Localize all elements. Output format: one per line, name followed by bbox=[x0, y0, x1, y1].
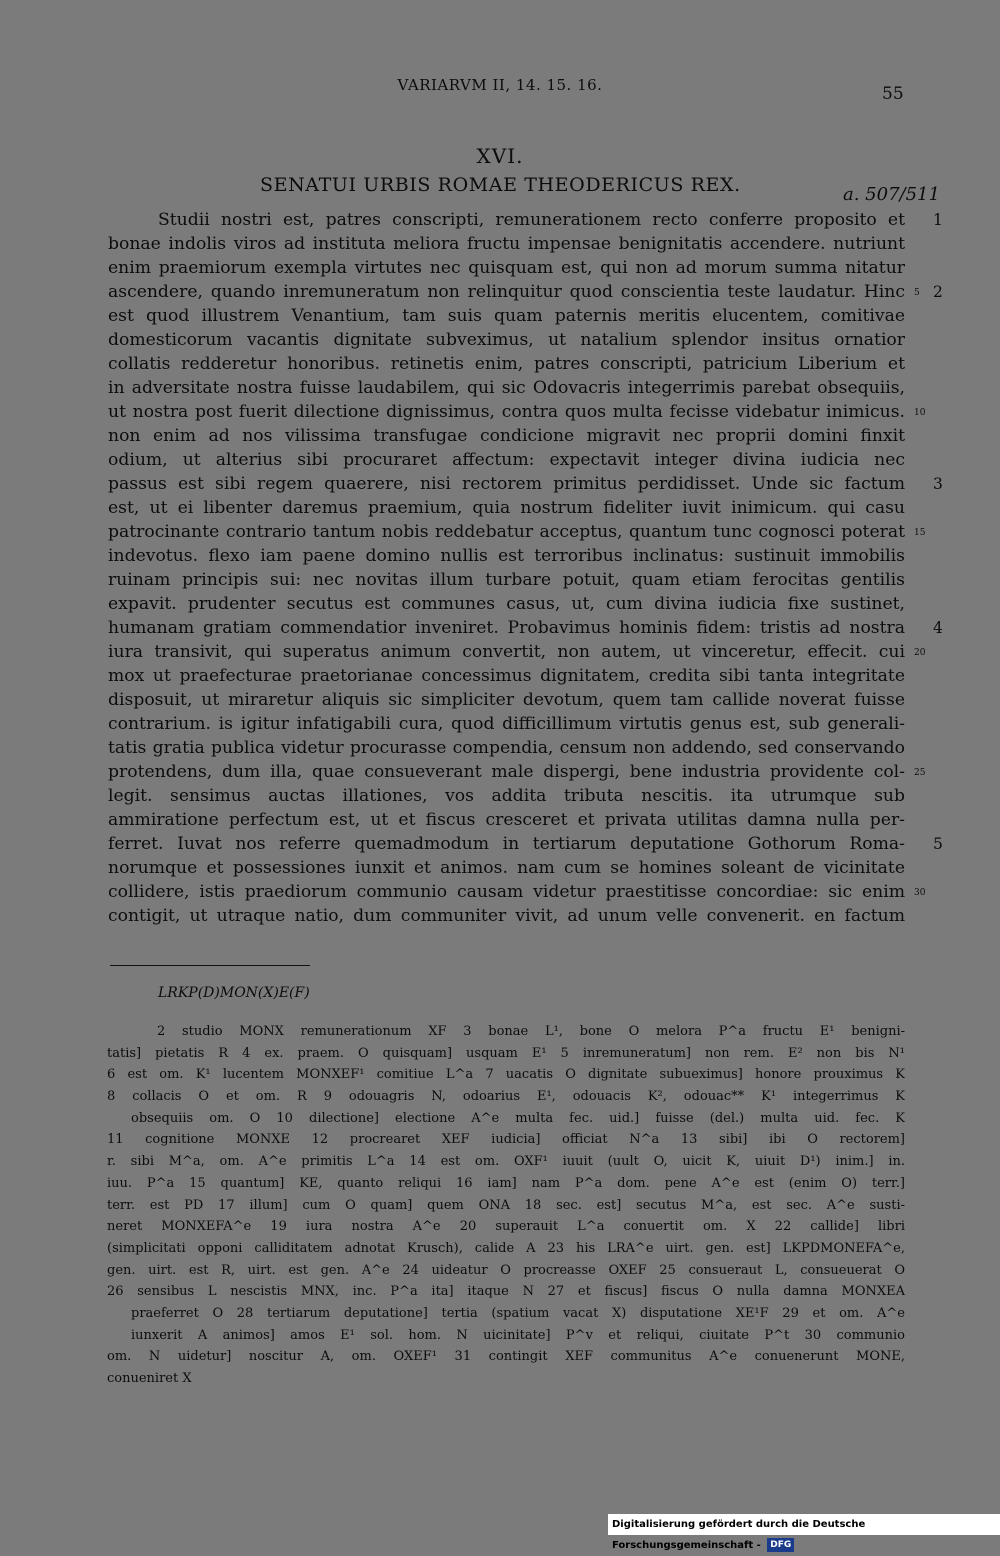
main-text bbox=[108, 208, 905, 928]
text-line: in adversitate nostra fuisse laudabilem, qui sic Odovacris integerrimis parebat obsequiis, bbox=[108, 378, 905, 398]
text-line: ferret. Iuvat nos referre quemadmodum in tertiarum deputatione Gothorum Roma- bbox=[108, 834, 905, 854]
note-line: 6 est om. K¹ lucentem MONXEF¹ comitiue L^a 7 uacatis O dignitate subueximus] honore prouximus K bbox=[107, 1067, 905, 1083]
manuscript-sigla: LRKP(D)MON(X)E(F) bbox=[158, 985, 310, 1001]
text-line: ut nostra post fuerit dilectione dignissimus, contra quos multa fecisse videbatur inimicus. bbox=[108, 402, 905, 422]
text-line: tatis gratia publica videtur procurasse compendia, censum non addendo, sed conservando bbox=[108, 738, 905, 758]
note-line: r. sibi M^a, om. A^e primitis L^a 14 est om. OXF¹ iuuit (uult O, uicit K, uiuit D¹) inim.] in. bbox=[107, 1154, 905, 1170]
text-line: passus est sibi regem quaerere, nisi rectorem primitus perdidisset. Unde sic factum bbox=[108, 474, 905, 494]
separator-rule bbox=[110, 965, 310, 966]
note-line: 8 collacis O et om. R 9 odouagris N, odoarius E¹, odouacis K², odouac** K¹ integerrimus K bbox=[107, 1089, 905, 1105]
critical-apparatus bbox=[107, 1021, 905, 1390]
running-header: VARIARVM II, 14. 15. 16. bbox=[397, 76, 603, 94]
text-line: non enim ad nos vilissima transfugae condicione migravit nec proprii domini finxit bbox=[108, 426, 905, 446]
text-line: ammiratione perfectum est, ut et fiscus cresceret et privata utilitas damna nulla per- bbox=[108, 810, 905, 830]
note-line: iunxerit A animos] amos E¹ sol. hom. N uicinitate] P^v et reliqui, ciuitate P^t 30 communio bbox=[131, 1327, 905, 1343]
note-line: praeferret O 28 tertiarum deputatione] tertia (spatium vacat X) disputatione XE¹F 29 et om. A^e bbox=[131, 1305, 905, 1321]
text-line: collidere, istis praediorum communio causam videtur praestitisse concordiae: sic enim bbox=[108, 882, 905, 902]
text-line: odium, ut alterius sibi procuraret affectum: expectavit integer divina iudicia nec bbox=[108, 450, 905, 470]
text-line: ascendere, quando inremuneratum non relinquitur quod conscientia teste laudatur. Hinc bbox=[108, 282, 905, 302]
line-number: 5 bbox=[914, 288, 920, 298]
text-line: contrarium. is igitur infatigabili cura, quod difficillimum virtutis genus est, sub generali- bbox=[108, 714, 905, 734]
note-line: 11 cognitione MONXE 12 procrearet XEF iudicia] officiat N^a 13 sibi] ibi O rectorem] bbox=[107, 1132, 905, 1148]
note-line: tatis] pietatis R 4 ex. praem. O quisquam] usquam E¹ 5 inremuneratum] non rem. E² non bis N¹ bbox=[107, 1045, 905, 1061]
text-line: mox ut praefecturae praetorianae concessimus dignitatem, credita sibi tanta integritate bbox=[108, 666, 905, 686]
paragraph-number: 5 bbox=[933, 835, 943, 853]
note-line: obsequiis om. O 10 dilectione] electione A^e multa fec. uid.] fuisse (del.) multa uid. fec. K bbox=[131, 1110, 905, 1126]
text-line: expavit. prudenter secutus est communes casus, ut, cum divina iudicia fixe sustinet, bbox=[108, 594, 905, 614]
note-line: gen. uirt. est R, uirt. est gen. A^e 24 uideatur O procreasse OXEF 25 consueraut L, consueuerat O bbox=[107, 1262, 905, 1278]
note-line: om. N uidetur] noscitur A, om. OXEF¹ 31 contingit XEF communitus A^e conuenerunt MONE, bbox=[107, 1349, 905, 1365]
text-line: Studii nostri est, patres conscripti, remunerationem recto conferre proposito et bbox=[158, 210, 905, 230]
line-number: 20 bbox=[914, 648, 926, 658]
text-line: enim praemiorum exempla virtutes nec quisquam est, qui non ad morum summa nitatur bbox=[108, 258, 905, 278]
text-line: contigit, ut utraque natio, dum communiter vivit, ad unum velle convenerit. en factum bbox=[108, 906, 905, 926]
text-line: patrocinante contrario tantum nobis reddebatur acceptus, quantum tunc cognosci poterat bbox=[108, 522, 905, 542]
line-number: 15 bbox=[914, 528, 926, 538]
paragraph-number: 4 bbox=[933, 619, 943, 637]
text-line: norumque et possessiones iunxit et animos. nam cum se homines soleant de vicinitate bbox=[108, 858, 905, 878]
note-line: neret MONXEFA^e 19 iura nostra A^e 20 superauit L^a conuertit om. X 22 callide] libri bbox=[107, 1219, 905, 1235]
text-line: iura transivit, qui superatus animum convertit, non autem, ut vinceretur, effecit. cui bbox=[108, 642, 905, 662]
line-number: 30 bbox=[914, 888, 926, 898]
text-line: indevotus. flexo iam paene domino nullis est terroribus inclinatus: sustinuit immobilis bbox=[108, 546, 905, 566]
page-number: 55 bbox=[882, 84, 904, 104]
note-line: iuu. P^a 15 quantum] KE, quanto reliqui 16 iam] nam P^a dom. pene A^e est (enim O) terr.] bbox=[107, 1175, 905, 1191]
note-line: 2 studio MONX remunerationum XF 3 bonae L¹, bone O melora P^a fructu E¹ benigni- bbox=[157, 1024, 905, 1039]
text-line: ruinam principis sui: nec novitas illum turbare potuit, quam etiam ferocitas gentilis bbox=[108, 570, 905, 590]
dfg-logo: DFG bbox=[767, 1538, 794, 1552]
text-line: est quod illustrem Venantium, tam suis quam paternis meritis elucentem, comitivae bbox=[108, 306, 905, 326]
paragraph-number: 2 bbox=[933, 283, 943, 301]
note-line: 26 sensibus L nescistis MNX, inc. P^a ita] itaque N 27 et fiscus] fiscus O nulla damna MONXEA bbox=[107, 1284, 905, 1300]
digitization-footer bbox=[608, 1514, 1000, 1551]
text-line: protendens, dum illa, quae consueverant male dispergi, bene industria providente col- bbox=[108, 762, 905, 782]
note-line: (simplicitati opponi calliditatem adnotat Krusch), calide A 23 his LRA^e uirt. gen. est] LKPDMONEFA^e, bbox=[107, 1240, 905, 1256]
text-line: legit. sensimus auctas illationes, vos addita tributa nescitis. ita utrumque sub bbox=[108, 786, 905, 806]
text-line: bonae indolis viros ad instituta meliora fructu impensae benignitatis accendere. nutriunt bbox=[108, 234, 905, 254]
line-number: 10 bbox=[914, 408, 926, 418]
text-line: humanam gratiam commendatior inveniret. Probavimus hominis fidem: tristis ad nostra bbox=[108, 618, 905, 638]
section-title: SENATUI URBIS ROMAE THEODERICUS REX. bbox=[260, 174, 741, 196]
text-line: est, ut ei libenter daremus praemium, quia nostrum fideliter iuvit inimicum. qui casu bbox=[108, 498, 905, 518]
section-date: a. 507/511 bbox=[843, 184, 940, 205]
note-line: terr. est PD 17 illum] cum O quam] quem ONA 18 sec. est] secutus M^a, est sec. A^e susti- bbox=[107, 1197, 905, 1213]
text-line: domesticorum vacantis dignitate subveximus, ut natalium splendor insitus ornatior bbox=[108, 330, 905, 350]
note-line: conueniret X bbox=[107, 1371, 192, 1386]
paragraph-number: 3 bbox=[933, 475, 943, 493]
section-number: XVI. bbox=[476, 144, 524, 168]
footer-text: Digitalisierung gefördert durch die Deutsche Forschungsgemeinschaft - bbox=[612, 1519, 866, 1551]
text-line: collatis redderetur honoribus. retinetis enim, patres conscripti, patricium Liberium et bbox=[108, 354, 905, 374]
text-line: disposuit, ut miraretur aliquis sic simpliciter devotum, quem tam callide noverat fuisse bbox=[108, 690, 905, 710]
paragraph-number: 1 bbox=[933, 211, 943, 229]
line-number: 25 bbox=[914, 768, 926, 778]
